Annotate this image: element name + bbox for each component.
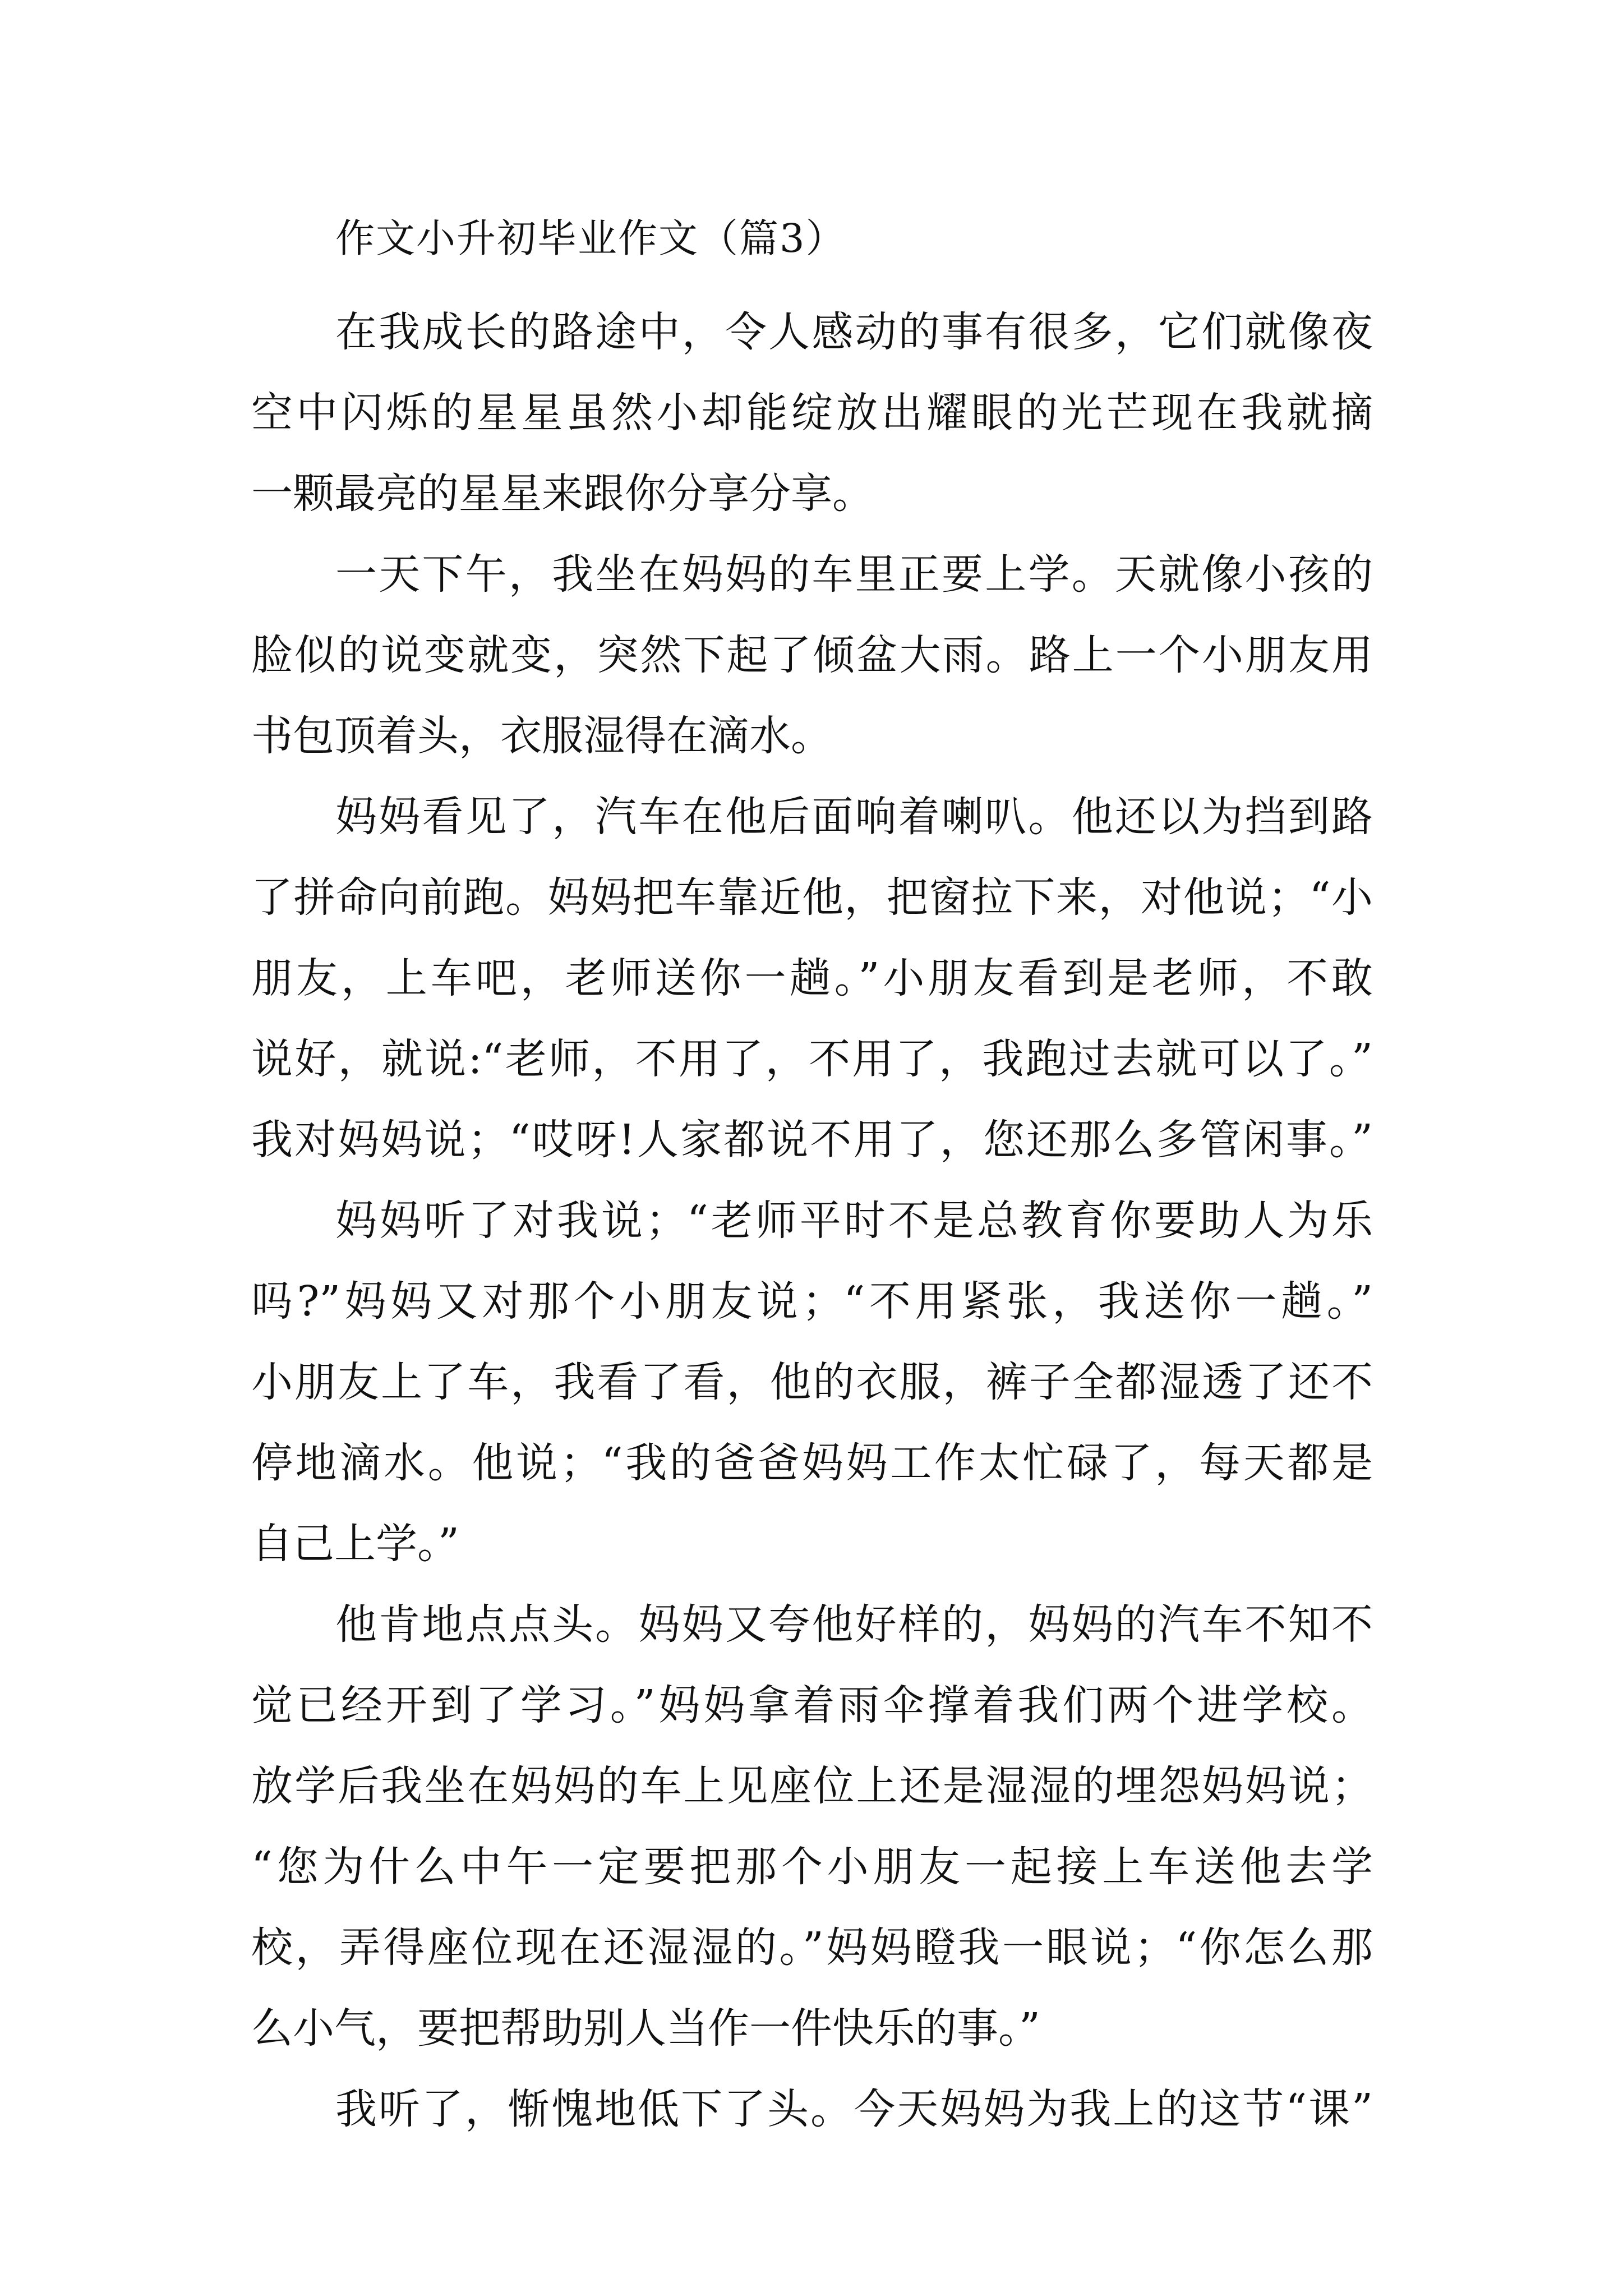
paragraph-line: “您为什么中午一定要把那个小朋友一起接上车送他去学	[251, 1843, 1373, 1891]
paragraph-line: 么小气，要把帮助别人当作一件快乐的事。”	[251, 2004, 1040, 2053]
paragraph-line: 一天下午，我坐在妈妈的车里正要上学。天就像小孩的	[335, 550, 1373, 599]
paragraph-line: 我对妈妈说；“哎呀!人家都说不用了，您还那么多管闲事。”	[251, 1116, 1373, 1164]
paragraph-line: 放学后我坐在妈妈的车上见座位上还是湿湿的埋怨妈妈说；	[251, 1762, 1373, 1810]
paragraph-line: 觉已经开到了学习。”妈妈拿着雨伞撑着我们两个进学校。	[251, 1681, 1373, 1729]
paragraph-line: 妈妈听了对我说；“老师平时不是总教育你要助人为乐	[335, 1197, 1373, 1245]
paragraph-line: 我听了，惭愧地低下了头。今天妈妈为我上的这节“课”	[335, 2085, 1373, 2133]
paragraph-line: 他肯地点点头。妈妈又夸他好样的，妈妈的汽车不知不	[335, 1600, 1373, 1649]
paragraph-line: 自己上学。”	[251, 1520, 459, 1568]
paragraph-line: 妈妈看见了，汽车在他后面响着喇叭。他还以为挡到路	[335, 793, 1373, 841]
paragraph-1	[251, 292, 1373, 534]
paragraph-line: 校，弄得座位现在还湿湿的。”妈妈瞪我一眼说；“你怎么那	[251, 1924, 1373, 1972]
paragraph-6	[251, 2069, 1373, 2150]
paragraph-line: 朋友，上车吧，老师送你一趟。”小朋友看到是老师，不敢	[251, 954, 1373, 1002]
paragraph-line: 小朋友上了车，我看了看，他的衣服，裤子全都湿透了还不	[251, 1358, 1373, 1406]
paragraph-line: 停地滴水。他说；“我的爸爸妈妈工作太忙碌了，每天都是	[251, 1439, 1373, 1487]
paragraph-4	[251, 1180, 1373, 1584]
paragraph-3	[251, 776, 1373, 1180]
paragraph-5	[251, 1584, 1373, 2069]
paragraph-line: 一颗最亮的星星来跟你分享分享。	[251, 470, 874, 518]
paragraph-line: 脸似的说变就变，突然下起了倾盆大雨。路上一个小朋友用	[251, 631, 1373, 679]
paragraph-line: 了拼命向前跑。妈妈把车靠近他，把窗拉下来，对他说；“小	[251, 873, 1373, 922]
document-title: 作文小升初毕业作文（篇3）	[335, 215, 846, 261]
paragraph-line: 说好，就说:“老师，不用了，不用了，我跑过去就可以了。”	[251, 1035, 1373, 1083]
paragraph-line: 空中闪烁的星星虽然小却能绽放出耀眼的光芒现在我就摘	[251, 389, 1373, 437]
paragraph-line: 吗?”妈妈又对那个小朋友说；“不用紧张，我送你一趟。”	[251, 1277, 1373, 1326]
paragraph-line: 书包顶着头，衣服湿得在滴水。	[251, 712, 832, 760]
paragraph-line: 在我成长的路途中，令人感动的事有很多，它们就像夜	[335, 308, 1373, 356]
paragraph-2	[251, 534, 1373, 776]
